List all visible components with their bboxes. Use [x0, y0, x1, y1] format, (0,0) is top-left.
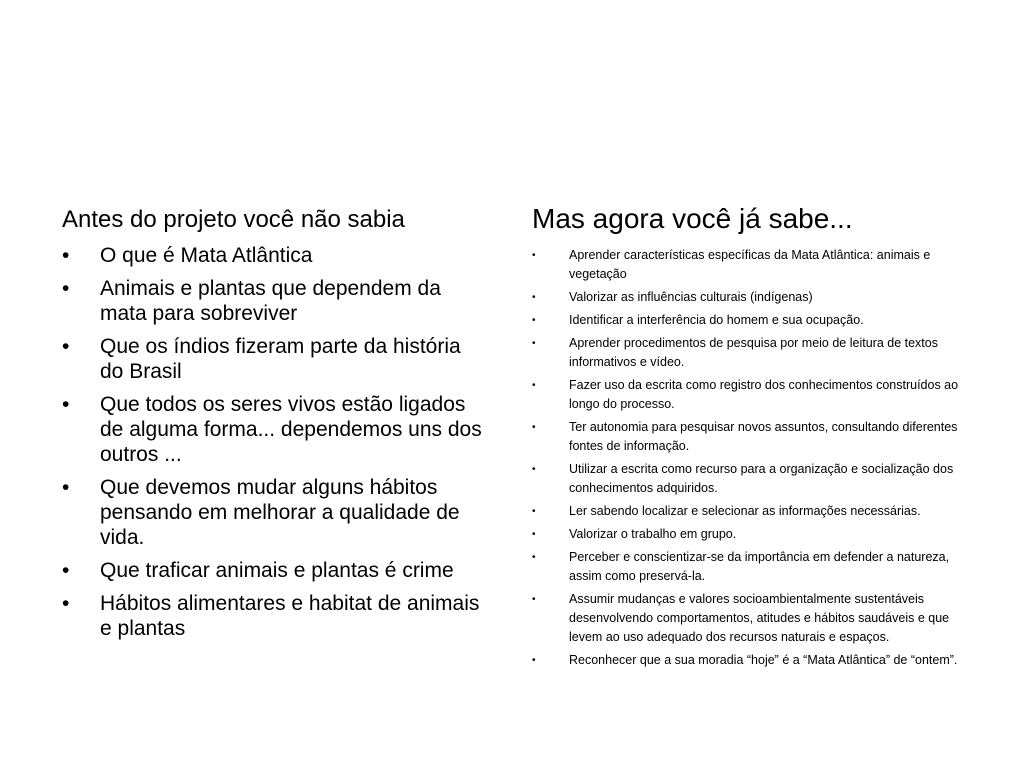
list-item: [532, 418, 972, 456]
list-item: [62, 334, 482, 384]
list-item: [62, 591, 482, 641]
right-bullet-list: [532, 246, 972, 670]
list-item-text: Assumir mudanças e valores socioambientalmente sustentáveis desenvolvendo comportamentos, atitudes e hábitos saudáveis e que levem ao uso adequado dos recursos naturais e espaços.: [569, 592, 950, 644]
list-item-text: Ter autonomia para pesquisar novos assuntos, consultando diferentes fontes de informação.: [569, 420, 958, 453]
list-item-text: Fazer uso da escrita como registro dos conhecimentos construídos ao longo do processo.: [569, 378, 959, 411]
bullet-icon: •: [62, 592, 70, 615]
bullet-icon: •: [532, 464, 536, 475]
list-item-text: Animais e plantas que dependem da mata para sobreviver: [100, 277, 441, 325]
list-item-text: Que devemos mudar alguns hábitos pensando em melhorar a qualidade de vida.: [100, 476, 460, 549]
right-column: [532, 200, 972, 674]
list-item: [532, 548, 972, 586]
list-item: [62, 243, 482, 268]
list-item: [62, 475, 482, 550]
bullet-icon: •: [62, 476, 70, 499]
bullet-icon: •: [62, 244, 70, 267]
bullet-icon: •: [532, 506, 536, 517]
bullet-icon: •: [532, 422, 536, 433]
left-bullet-list: [62, 243, 482, 641]
list-item-text: Que todos os seres vivos estão ligados de alguma forma... dependemos uns dos outros ...: [100, 393, 482, 466]
list-item-text: Perceber e conscientizar-se da importância em defender a natureza, assim como preservá-la.: [569, 550, 950, 583]
bullet-icon: •: [532, 338, 536, 349]
list-item-text: Hábitos alimentares e habitat de animais e plantas: [100, 592, 480, 640]
list-item: [532, 288, 972, 307]
list-item: [532, 246, 972, 284]
right-heading: Mas agora você já sabe...: [532, 203, 853, 234]
list-item-text: Valorizar as influências culturais (indígenas): [569, 290, 813, 304]
bullet-icon: •: [532, 552, 536, 563]
bullet-icon: •: [532, 594, 536, 605]
bullet-icon: •: [62, 393, 70, 416]
bullet-icon: •: [62, 335, 70, 358]
list-item: [62, 392, 482, 467]
bullet-icon: •: [532, 380, 536, 391]
left-heading: Antes do projeto você não sabia: [62, 206, 405, 233]
list-item: [62, 276, 482, 326]
list-item: [532, 651, 972, 670]
bullet-icon: •: [532, 292, 536, 303]
list-item: [532, 334, 972, 372]
bullet-icon: •: [532, 529, 536, 540]
list-item: [532, 376, 972, 414]
list-item: [532, 502, 972, 521]
list-item: [62, 558, 482, 583]
list-item-text: Identificar a interferência do homem e sua ocupação.: [569, 313, 864, 327]
list-item: [532, 525, 972, 544]
list-item-text: Ler sabendo localizar e selecionar as informações necessárias.: [569, 504, 921, 518]
list-item-text: Aprender procedimentos de pesquisa por meio de leitura de textos informativos e vídeo.: [569, 336, 938, 369]
list-item-text: O que é Mata Atlântica: [100, 244, 313, 267]
list-item-text: Que os índios fizeram parte da história do Brasil: [100, 335, 461, 383]
list-item-text: Aprender características específicas da Mata Atlântica: animais e vegetação: [569, 248, 931, 281]
list-item: [532, 460, 972, 498]
bullet-icon: •: [532, 655, 536, 666]
list-item-text: Que traficar animais e plantas é crime: [100, 559, 454, 582]
list-item-text: Reconhecer que a sua moradia “hoje” é a “Mata Atlântica” de “ontem”.: [569, 653, 958, 667]
list-item-text: Utilizar a escrita como recurso para a organização e socialização dos conhecimentos adquiridos.: [569, 462, 954, 495]
list-item: [532, 590, 972, 647]
bullet-icon: •: [62, 559, 70, 582]
bullet-icon: •: [532, 315, 536, 326]
bullet-icon: •: [62, 277, 70, 300]
left-column: [62, 203, 482, 649]
list-item: [532, 311, 972, 330]
bullet-icon: •: [532, 250, 536, 261]
list-item-text: Valorizar o trabalho em grupo.: [569, 527, 737, 541]
